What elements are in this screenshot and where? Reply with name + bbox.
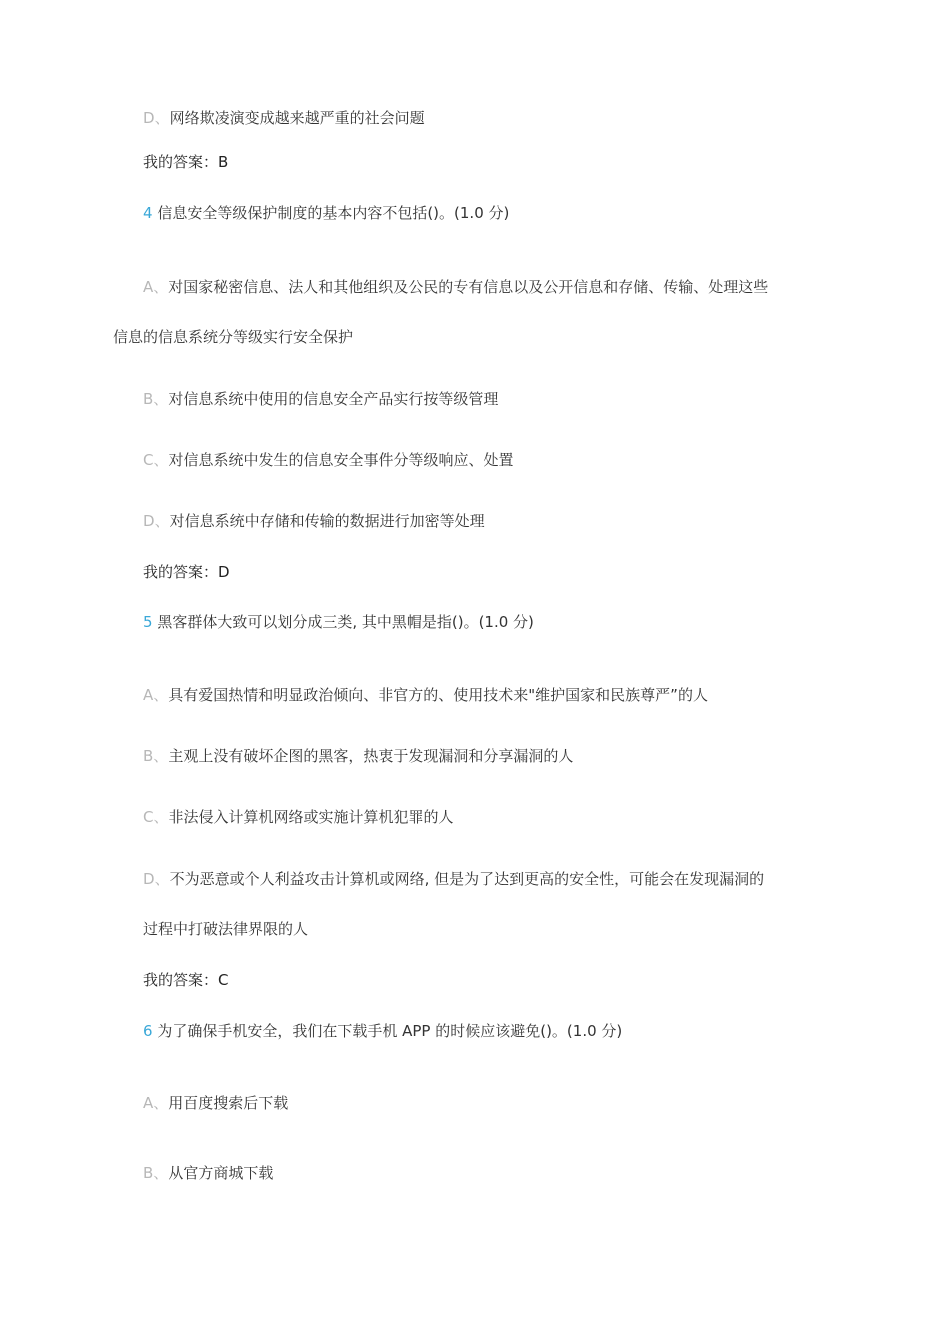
- q4-my-answer: 我的答案：D: [143, 563, 230, 581]
- option-letter: B: [143, 1164, 154, 1182]
- option-text: 对信息系统中发生的信息安全事件分等级响应、处置: [168, 451, 514, 469]
- option-separator: 、: [154, 109, 170, 127]
- q5-option-d: [143, 869, 764, 889]
- option-letter: C: [143, 808, 154, 826]
- question-text: 黑客群体大致可以划分成三类, 其中黑帽是指()。(1.0 分): [157, 613, 534, 631]
- option-letter: C: [143, 451, 154, 469]
- q4-option-d: [143, 511, 485, 531]
- q5-option-c: [143, 807, 454, 827]
- option-text: 对信息系统中存储和传输的数据进行加密等处理: [169, 512, 485, 530]
- option-separator: 、: [153, 451, 169, 469]
- option-separator: 、: [153, 747, 169, 765]
- question-number: 4: [143, 204, 153, 222]
- option-separator: 、: [153, 278, 169, 296]
- option-letter: A: [143, 278, 154, 296]
- q6-title: [143, 1021, 622, 1041]
- option-separator: 、: [153, 686, 169, 704]
- option-text: 对国家秘密信息、法人和其他组织及公民的专有信息以及公开信息和存储、传输、处理这些: [168, 278, 769, 296]
- option-letter: B: [143, 747, 154, 765]
- option-separator: 、: [154, 512, 170, 530]
- option-text: 用百度搜索后下载: [168, 1094, 289, 1112]
- question-number: 6: [143, 1022, 153, 1040]
- q4-option-b: [143, 389, 498, 409]
- q5-title: [143, 612, 534, 632]
- option-letter: D: [143, 512, 155, 530]
- option-separator: 、: [153, 808, 169, 826]
- q5-my-answer: 我的答案：C: [143, 971, 229, 989]
- option-letter: D: [143, 870, 155, 888]
- option-separator: 、: [154, 870, 170, 888]
- option-text: 非法侵入计算机网络或实施计算机犯罪的人: [168, 808, 454, 826]
- option-text: 具有爱国热情和明显政治倾向、非官方的、使用技术来"维护国家和民族尊严”的人: [168, 686, 708, 704]
- q6-option-a: [143, 1093, 288, 1113]
- q4-title: [143, 203, 509, 223]
- option-letter: D: [143, 109, 155, 127]
- q4-option-c: [143, 450, 514, 470]
- q4-option-a: [143, 277, 768, 297]
- option-text: 网络欺凌演变成越来越严重的社会问题: [169, 109, 425, 127]
- option-separator: 、: [153, 1164, 169, 1182]
- option-separator: 、: [153, 1094, 169, 1112]
- option-letter: A: [143, 1094, 154, 1112]
- q5-option-d-continued: 过程中打破法律界限的人: [143, 920, 309, 938]
- prev-my-answer: 我的答案：B: [143, 153, 229, 171]
- q5-option-b: [143, 746, 573, 766]
- option-separator: 、: [153, 390, 169, 408]
- option-text: 主观上没有破坏企图的黑客，热衷于发现漏洞和分享漏洞的人: [168, 747, 574, 765]
- q5-option-a: [143, 685, 708, 705]
- option-text: 从官方商城下载: [168, 1164, 274, 1182]
- prev-option-d: [143, 108, 425, 128]
- option-text: 不为恶意或个人利益攻击计算机或网络, 但是为了达到更高的安全性，可能会在发现漏洞的: [169, 870, 765, 888]
- option-letter: B: [143, 390, 154, 408]
- question-number: 5: [143, 613, 153, 631]
- option-text: 对信息系统中使用的信息安全产品实行按等级管理: [168, 390, 499, 408]
- option-letter: A: [143, 686, 154, 704]
- q4-option-a-continued: 信息的信息系统分等级实行安全保护: [113, 328, 354, 346]
- question-text: 信息安全等级保护制度的基本内容不包括()。(1.0 分): [157, 204, 510, 222]
- q6-option-b: [143, 1163, 273, 1183]
- question-text: 为了确保手机安全，我们在下载手机 APP 的时候应该避免()。(1.0 分): [157, 1022, 623, 1040]
